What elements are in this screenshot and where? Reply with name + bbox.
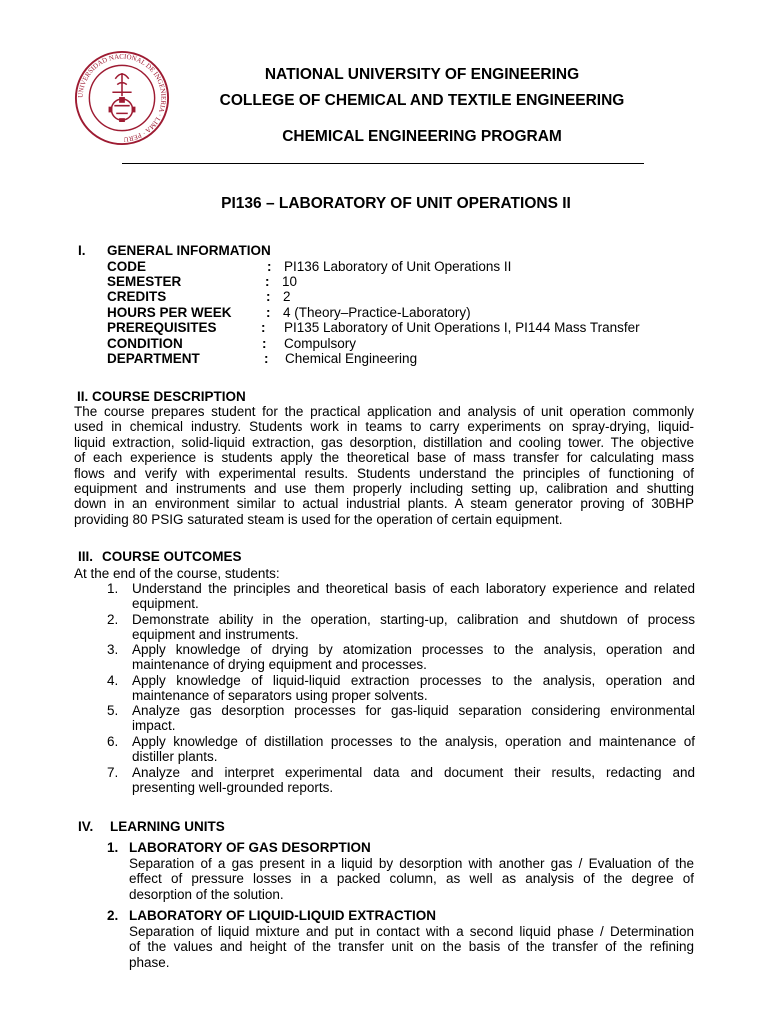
section-number: III. [78, 549, 94, 564]
course-description: The course prepares student for the practical application and analysis of unit operation commonly used in chemical industry. Students work in teams to carry experiments on spray-drying, liquid- liquid extraction, solid-liquid extraction, gas desorption, distillation and cooling tower. The objective of each experience is students apply the theoretical base of mass transfer for calculating mass flows and verify with experimental results. Students understand the principles of functioning of equipment and instruments and use them properly including setting up, calibration and shutting down in an environment similar to actual industrial plants. A steam generator proving of 30BHP providing 80 PSIG saturated steam is used for the operation of certain equipment. [74, 404, 694, 527]
outcomes-intro: At the end of the course, students: [74, 566, 280, 581]
header-divider [122, 163, 644, 164]
course-title: PI136 – LABORATORY OF UNIT OPERATIONS II [221, 195, 571, 212]
section-heading-outcomes [78, 549, 242, 564]
section-title: LEARNING UNITS [110, 819, 225, 834]
seal-lettering: UNIVERSIDAD NACIONAL DE INGENIERIA · LIMA · PERU [77, 53, 167, 143]
section-heading-units [78, 819, 225, 834]
section-number: IV. [78, 819, 94, 834]
program-name: CHEMICAL ENGINEERING PROGRAM [282, 128, 562, 145]
college-name: COLLEGE OF CHEMICAL AND TEXTILE ENGINEERING [219, 92, 625, 109]
section-heading-description: II. COURSE DESCRIPTION [77, 389, 246, 404]
learning-unit-description: Separation of liquid mixture and put in contact with a second liquid phase / Determination of the values and height of the transfer unit on the basis of the transfer of the refining phase. [129, 924, 694, 970]
university-name: NATIONAL UNIVERSITY OF ENGINEERING [264, 66, 580, 83]
section-number: I. [78, 243, 86, 258]
section-heading-general [78, 243, 271, 258]
section-title: GENERAL INFORMATION [107, 243, 271, 258]
learning-unit-description: Separation of a gas present in a liquid by desorption with another gas / Evaluation of the effect of pressure losses in a packed column, as well as analysis of the degree of desorption of the solution. [129, 856, 694, 902]
section-title: COURSE OUTCOMES [102, 549, 242, 564]
